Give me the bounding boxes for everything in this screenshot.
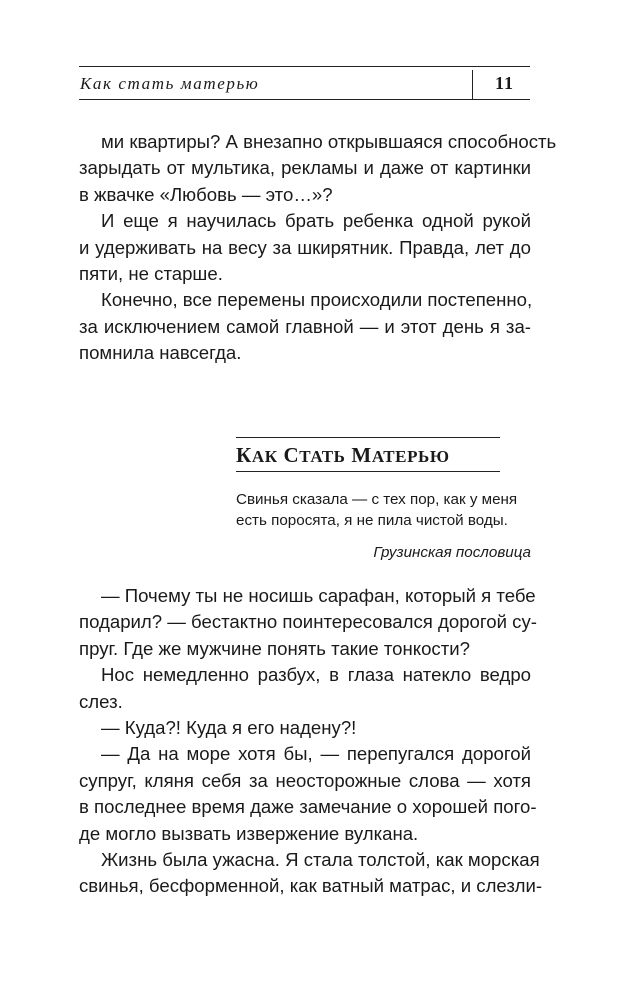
running-header — [79, 66, 530, 100]
text-line: помнила навсегда. — [79, 342, 242, 364]
paragraph — [79, 662, 531, 715]
paragraph — [79, 287, 531, 366]
body-text-top — [79, 129, 557, 367]
text-line: супруг, кляня себя за неосторожные слова — хотя — [79, 769, 531, 791]
body-text-bottom — [79, 583, 543, 900]
text-line: — Куда?! Куда я его надену?! — [101, 717, 357, 739]
text-line: и удерживать на весу за шкирятник. Правда, лет до — [79, 236, 531, 258]
header-top-rule — [79, 66, 530, 67]
text-line: слез. — [79, 690, 123, 712]
header-divider — [472, 70, 473, 100]
epigraph-source: Грузинская пословица — [373, 544, 531, 561]
section-heading — [236, 437, 500, 475]
page-number: 11 — [494, 73, 514, 93]
text-line: пруг. Где же мужчине понять такие тонкости? — [79, 637, 470, 659]
text-line: — Почему ты не носишь сарафан, который я тебе — [101, 585, 536, 606]
text-line: И еще я научилась брать ребенка одной рукой — [101, 210, 531, 232]
text-line: за исключением самой главной — и этот день я за- — [79, 315, 531, 337]
heading-top-rule — [236, 437, 500, 438]
paragraph — [79, 741, 537, 847]
text-line: де могло вызвать извержение вулкана. — [79, 822, 419, 844]
text-line: Жизнь была ужасна. Я стала толстой, как морская — [101, 849, 540, 871]
paragraph — [79, 208, 531, 287]
epigraph-line: Свинья сказала — с тех пор, как у меня — [236, 491, 518, 508]
section-title: КАК СТАТЬ МАТЕРЬЮ — [236, 443, 450, 467]
paragraph — [79, 129, 557, 208]
paragraph — [79, 847, 543, 900]
text-line: подарил? — бестактно поинтересовался дорогой су- — [79, 611, 537, 633]
heading-bottom-rule — [236, 471, 500, 472]
text-line: Нос немедленно разбух, в глаза натекло ведро — [101, 664, 531, 686]
text-line: пяти, не старше. — [79, 263, 223, 285]
text-line: в последнее время даже замечание о хорошей пого- — [79, 796, 537, 818]
paragraph — [79, 715, 531, 741]
epigraph-line: есть поросята, я не пила чистой воды. — [236, 512, 508, 529]
running-header-title: Как стать матерью — [80, 74, 260, 93]
text-line: свинья, бесформенной, как ватный матрас, и слезли- — [79, 875, 543, 897]
text-line: Конечно, все перемены происходили постепенно, — [101, 289, 533, 311]
text-line: зарыдать от мультика, рекламы и даже от картинки — [79, 157, 531, 179]
text-line: ми квартиры? А внезапно открывшаяся способность — [101, 131, 557, 152]
header-bottom-rule — [79, 99, 530, 100]
text-line: в жвачке «Любовь — это…»? — [79, 183, 333, 205]
paragraph — [79, 583, 537, 662]
text-line: — Да на море хотя бы, — перепугался дорогой — [101, 743, 531, 765]
epigraph — [236, 489, 532, 531]
